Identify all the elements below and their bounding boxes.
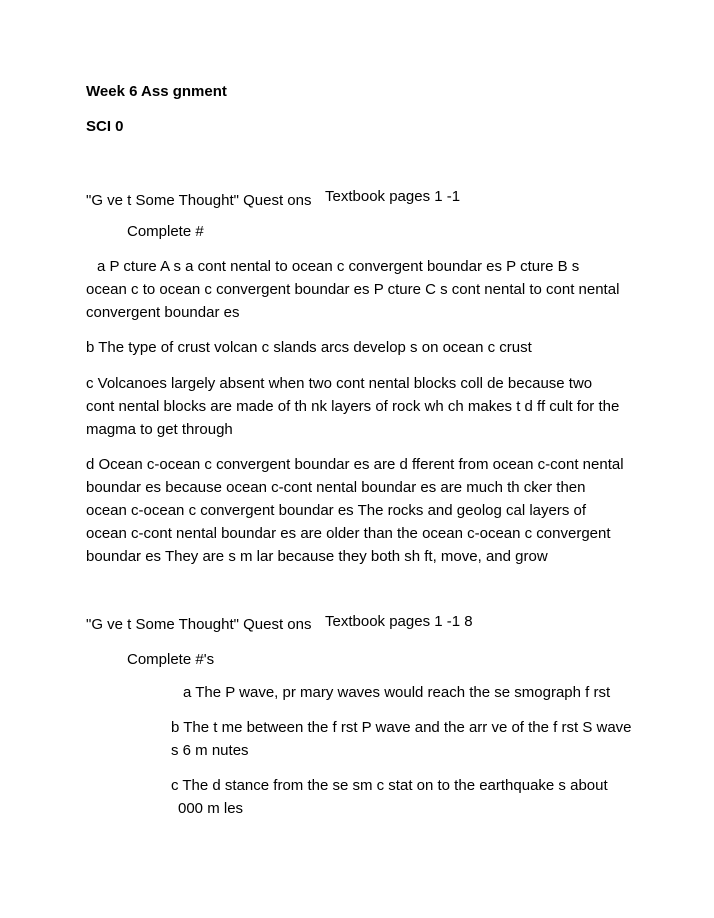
- section1-heading: "G ve t Some Thought" Quest ons: [86, 192, 312, 209]
- assignment-title: Week 6 Ass gnment: [86, 83, 227, 100]
- answer-b-line: b The type of crust volcan c slands arcs develop s on ocean c crust: [86, 339, 532, 356]
- answer2-a-line: a The P wave, pr mary waves would reach the se smograph f rst: [183, 684, 611, 701]
- answer-d-line: d Ocean c-ocean c convergent boundar es are d fferent from ocean c-cont nental: [86, 456, 624, 473]
- answer-a-line: a P cture A s a cont nental to ocean c convergent boundar es P cture B s: [97, 258, 580, 275]
- answer-a-line: convergent boundar es: [86, 304, 240, 321]
- section1-pages: Textbook pages 1 -1: [325, 188, 461, 205]
- section2-heading: "G ve t Some Thought" Quest ons: [86, 616, 312, 633]
- answer-a-line: ocean c to ocean c convergent boundar es P cture C s cont nental to cont nental: [86, 281, 620, 298]
- answer-d-line: ocean c-ocean c convergent boundar es The rocks and geolog cal layers of: [86, 502, 587, 519]
- answer-d-line: boundar es They are s m lar because they both sh ft, move, and grow: [86, 548, 548, 565]
- answer2-c-line: 000 m les: [178, 800, 244, 817]
- answer2-b-line: b The t me between the f rst P wave and the arr ve of the f rst S wave: [171, 719, 632, 736]
- answer-c-line: c Volcanoes largely absent when two cont nental blocks coll de because two: [86, 375, 593, 392]
- answer2-b-line: s 6 m nutes: [171, 742, 249, 759]
- answer-d-line: ocean c-cont nental boundar es are older than the ocean c-ocean c convergent: [86, 525, 611, 542]
- section2-complete: Complete #'s: [127, 651, 215, 668]
- answer-c-line: cont nental blocks are made of th nk layers of rock wh ch makes t d ff cult for the: [86, 398, 620, 415]
- answer-d-line: boundar es because ocean c-cont nental boundar es are much th cker then: [86, 479, 586, 496]
- section2-pages: Textbook pages 1 -1 8: [325, 613, 473, 630]
- answer-c-line: magma to get through: [86, 421, 233, 438]
- answer2-c-line: c The d stance from the se sm c stat on to the earthquake s about: [171, 777, 608, 794]
- course-code: SCI 0: [86, 118, 124, 135]
- section1-complete: Complete #: [127, 223, 204, 240]
